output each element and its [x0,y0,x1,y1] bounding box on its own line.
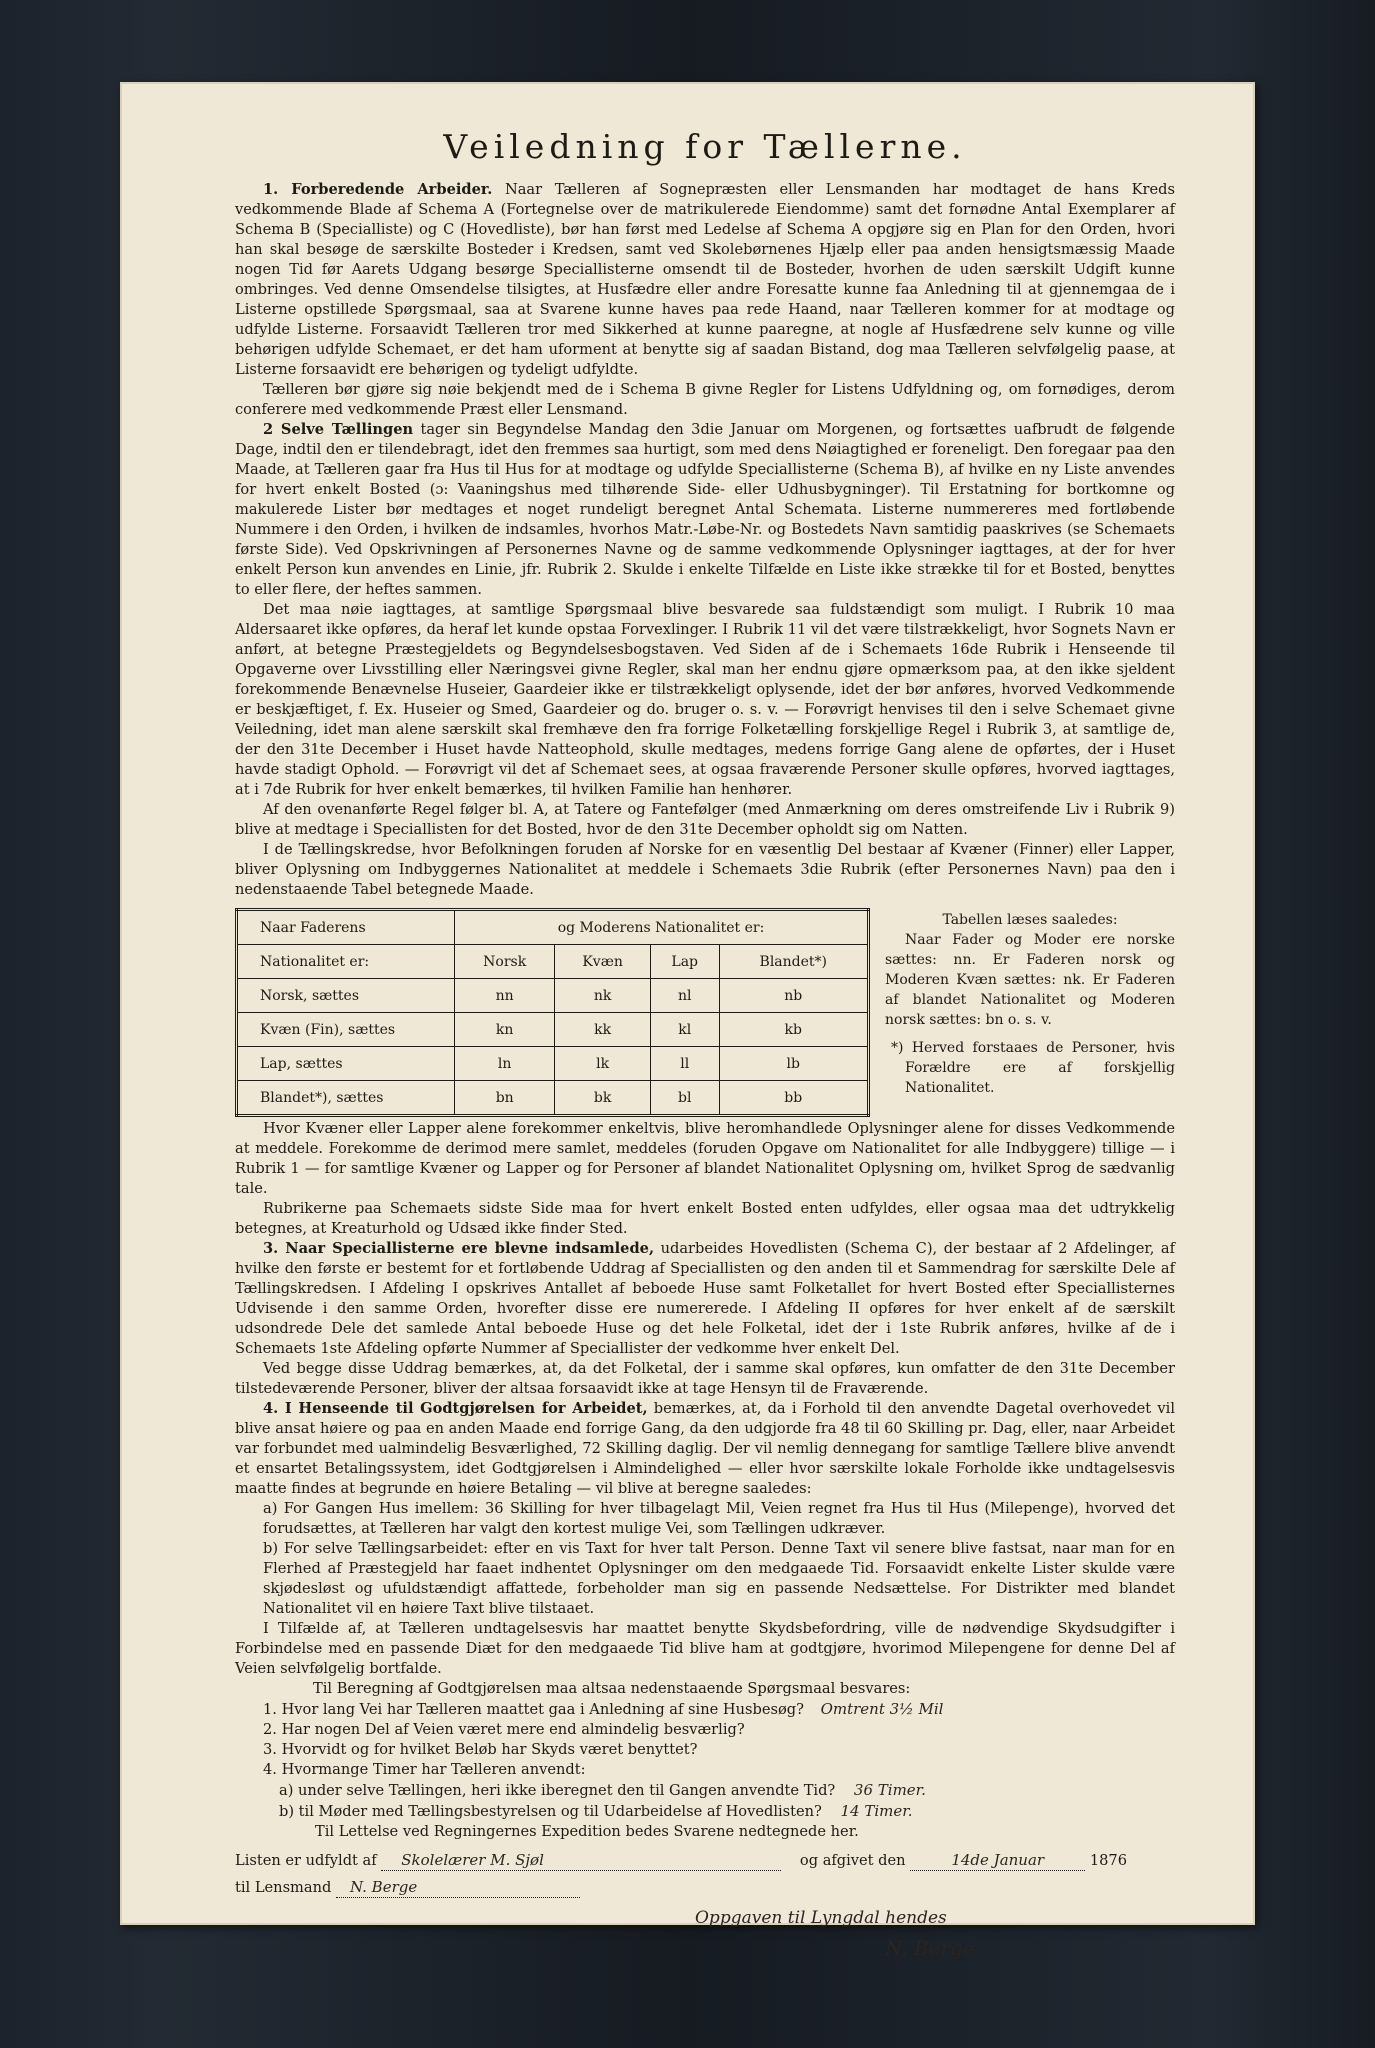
question-1 [235,1699,1175,1720]
section-2-text2: Det maa nøie iagttages, at samtlige Spørgsmaal blive besvarede saa fuldstændigt som muligt. I Rubrik 10 maa Aldersaaret ikke opføres, da heraf let kunde opstaa Forvexlinger. I Rubrik 11 vil det være tilstrækkeligt, hvor Sognets Navn er anført, at betegne Præstegjeldets og Begyndelsesbogstaven. Ved Siden af de i Schemaets 16de Rubrik i Henseende til Opgaverne over Livsstilling eller Næringsvei givne Regler, skal man her endnu gjøre opmærksom paa, at den ikke sjeldent forekommende Benævnelse Huseier, Gaardeier ikke er tilstrækkeligt oplysende, idet der bør anføres, hvorved Vedkommende er beskjæftiget, f. Ex. Huseier og Smed, Gaardeier og do. bruger o. s. v. — Forøvrigt henvises til den i selve Schemaet givne Veiledning, idet man alene særskilt skal fremhæve den fra forrige Folketælling forskjellige Regel i Rubrik 3, at samtlige de, der den 31te December i Huset havde Natteophold, skulle medtages, medens forrige Gang alene de opførtes, der i Huset havde stadigt Ophold. — Forøvrigt vil det af Schemaet sees, at ogsaa fraværende Personer skulle opføres, hvorved iagttages, at i 7de Rubrik for hver enkelt bemærkes, til hvilken Familie han henhører. [235,601,1175,798]
footer-mid: og afgivet den [799,1852,906,1869]
section-3-text2: Ved begge disse Uddrag bemærkes, at, da det Folketal, der i samme skal opføres, kun omfatter de den 31te December tilstedeværende Personer, bliver der altsaa forsaavidt ikke at tage Hensyn til de Fraværende. [235,1360,1175,1397]
section-4-text2: I Tilfælde af, at Tælleren undtagelsesvis har maattet benytte Skydsbefordring, ville de nødvendige Skydsudgifter i Forbindelse med en passende Diæt for den medgaaede Tid blive ham at godtgjøre, hvorimod Milepengene for denne Del af Veien selvfølgelig bortfalde. [235,1620,1175,1677]
table-col-header: Lap [650,945,719,979]
section-1-text: Naar Tælleren af Sognepræsten eller Lensmanden har modtaget de hans Kreds vedkommende Blade af Schema A (Fortegnelse over de matrikulerede Eiendomme) samt det fornødne Antal Exemplarer af Schema B (Specialliste) og C (Hovedliste), bør han først med Ledelse af Schema A opgjøre sig en Plan for den Orden, hvori han skal besøge de særskilte Bosteder i Kredsen, samt ved Skolebørnenes Hjælp eller paa anden hensigtsmæssig Maade nogen Tid før Aarets Udgang besørge Speciallisterne omsendt til de Bosteder, hvorhen de uden særskilt Udgift kunne ombringes. Ved denne Omsendelse tilsigtes, at Husfædre eller andre Foresatte kunne faa Anledning til at gjennemgaa de i Listerne opstillede Spørgsmaal, saa at Svarene kunne haves paa rede Haand, naar Tælleren kommer for at modtage og udfylde Listerne. Forsaavidt Tælleren tror med Sikkerhed at kunne paaregne, at nogle af Husfædrene selv kunne og ville behørigen udfylde Schemaet, er det ham uforment at benytte sig af saadan Bistand, dog maa Tælleren selvfølgelig paase, at Listerne forsaavidt ere behørigen og tydeligt udfyldte. [235,181,1175,378]
table-head-right: og Moderens Nationalitet er: [455,910,869,945]
section-1 [235,180,1175,380]
table-cell: ll [650,1047,719,1081]
table-cell: kl [650,1013,719,1047]
table-row [237,1081,869,1116]
table-cell: kb [719,1013,868,1047]
nationality-table-block [235,908,1175,1113]
question-2: 2. Har nogen Del af Veien været mere end almindelig besværlig? [263,1721,745,1738]
section-1-heading: 1. Forberedende Arbeider. [263,181,493,198]
footer-to-label: til Lensmand [235,1879,332,1896]
table-cell: kn [455,1013,555,1047]
signature-block [235,1898,1175,1968]
document-page [120,82,1255,1960]
section-4-text3: Til Beregning af Godtgjørelsen maa altsaa nedenstaaende Spørgsmaal besvares: [313,1680,911,1697]
section-2 [235,420,1175,600]
section-4-heading: 4. I Henseende til Godtgjørelsen for Arbeidet, [263,1400,648,1417]
table-cell: lb [719,1047,868,1081]
table-head-left-2: Nationalitet er: [237,945,455,979]
question-1-answer: Omtrent 3½ Mil [820,1700,944,1718]
after-table-p1: Hvor Kvæner eller Lapper alene forekommer enkeltvis, blive heromhandlede Oplysninger alene for disses Vedkommende at meddele. Forekomme de derimod mere samlet, meddeles (foruden Opgave om Nationalitet for alle Indbyggere) tillige — i Rubrik 1 — for samtlige Kvæner og Lapper og for Personer af blandet Nationalitet Oplysning om, hvilket Sprog de sædvanlig tale. [235,1120,1175,1197]
table-cell: bb [719,1081,868,1116]
table-row-label: Norsk, sættes [237,979,455,1013]
table-head-left-1: Naar Faderens [237,910,455,945]
table-cell: nl [650,979,719,1013]
footer-line-1 [235,1850,1175,1871]
footer-line-2 [235,1877,1175,1898]
section-4-a: a) For Gangen Hus imellem: 36 Skilling for hver tilbagelagt Mil, Veien regnet fra Hus til Hus (Milepenge), hvorved det forudsættes, at Tælleren har valgt den kortest mulige Vei, som Tællingen udkræver. [263,1500,1175,1537]
table-col-header: Norsk [455,945,555,979]
table-row [237,1013,869,1047]
table-explanation-title: Tabellen læses saaledes: [942,912,1118,928]
table-explanation-text: Naar Fader og Moder ere norske sættes: nn. Er Faderen norsk og Moderen Kvæn sættes: nk. Er Faderen af blandet Nationalitet og Moderen norsk sættes: bn o. s. v. [885,932,1175,1028]
table-row [237,1047,869,1081]
table-cell: bl [650,1081,719,1116]
section-3 [235,1239,1175,1359]
table-row-label: Blandet*), sættes [237,1081,455,1116]
nationality-table [235,908,870,1117]
footer-prefix: Listen er udfyldt af [235,1852,377,1869]
handwritten-note: Oppgaven til Lyngdal hendes [695,1908,947,1928]
footer-year: 1876 [1089,1852,1127,1869]
section-4-text: bemærkes, at, da i Forhold til den anvendte Dagetal overhovedet vil blive ansat høiere og paa en anden Maade end forrige Gang, da den udgjorde fra 48 til 60 Skilling pr. Dag, eller, naar Arbeidet var forbundet med ualmindelig Besværlighed, 72 Skilling daglig. Der vil nemlig dennegang for samtlige Tællere blive anvendt et ensartet Betalingssystem, idet Godtgjørelsen i Almindelighed — eller hvor særskilte lokale Forholde ikke undtagelsesvis maatte findes at begrunde en høiere Betaling — vil blive at beregne saaledes: [235,1400,1175,1497]
section-2-text4: I de Tællingskredse, hvor Befolkningen foruden af Norske for en væsentlig Del bestaar af Kvæner (Finner) eller Lapper, bliver Oplysning om Indbyggernes Nationalitet at meddele i Schemaets 3die Rubrik (efter Personernes Navn) paa den i nedenstaaende Tabel betegnede Maade. [235,841,1175,898]
closing-note: Til Lettelse ved Regningernes Expedition bedes Svarene nedtegnede her. [315,1823,859,1840]
table-cell: nb [719,979,868,1013]
question-4: 4. Hvormange Timer har Tælleren anvendt: [263,1761,586,1778]
section-2-heading: 2 Selve Tællingen [263,421,414,438]
question-4b-answer: 14 Timer. [840,1802,913,1820]
section-4 [235,1399,1175,1499]
table-row [237,979,869,1013]
page-content [235,127,1175,1968]
table-cell: nn [455,979,555,1013]
section-3-text: udarbeides Hovedlisten (Schema C), der bestaar af 2 Afdelinger, af hvilke den første er bestemt for et fortløbende Uddrag af Speciallisten og den anden til et Sammendrag for særskilte Dele af Tællingskredsen. I Afdeling I opskrives Antallet af beboede Huse samt Folketallet for hvert Bosted efter Speciallisternes Udvisende i den samme Orden, hvorefter disse ere numererede. I Afdeling II opføres for hver enkelt af de særskilt udsondrede Dele det samlede Antal beboede Huse og det hele Folketal, idet der i 1ste Rubrik anføres, hvilke af de i Schemaets 1ste Afdeling opførte Nummer af Speciallister der vedkomme hver enkelt Del. [235,1240,1176,1357]
table-cell: kk [555,1013,651,1047]
table-col-header: Blandet*) [719,945,868,979]
table-footnote: *) Herved forstaaes de Personer, hvis Forældre ere af forskjellig Nationalitet. [891,1040,1175,1096]
filled-by-field: Skolelærer M. Sjøl [381,1850,781,1871]
table-explanation [885,910,1175,1098]
after-table-p2: Rubrikerne paa Schemaets sidste Side maa for hvert enkelt Bosted enten udfyldes, eller ogsaa maa det udtrykkelig betegnes, at Kreaturhold og Udsæd ikke finder Sted. [235,1200,1175,1237]
section-1-text2: Tælleren bør gjøre sig nøie bekjendt med de i Schema B givne Regler for Listens Udfyldning og, om fornødiges, derom conferere med vedkommende Præst eller Lensmand. [235,381,1175,418]
signature: N. Berge [885,1936,975,1960]
section-3-heading: 3. Naar Speciallisterne ere blevne indsamlede, [263,1240,655,1257]
section-2-text3: Af den ovenanførte Regel følger bl. A, at Tatere og Fantefølger (med Anmærkning om deres omstreifende Liv i Rubrik 9) blive at medtage i Speciallisten for det Bosted, hvor de den 31te December opholdt sig om Natten. [235,801,1175,838]
question-4a-text: a) under selve Tællingen, heri ikke iberegnet den til Gangen anvendte Tid? [279,1782,836,1799]
question-3: 3. Hvorvidt og for hvilket Beløb har Skyds været benyttet? [263,1741,698,1758]
question-4b [235,1801,1175,1822]
table-col-header: Kvæn [555,945,651,979]
section-4-b: b) For selve Tællingsarbeidet: efter en vis Taxt for hver talt Person. Denne Taxt vil senere blive fastsat, naar man for en Flerhed af Præstegjeld har faaet indhentet Oplysninger om den medgaaede Tid. Forsaavidt enkelte Lister skulde være skjødesløst og ufuldstændigt affattede, forbeholder man sig en passende Nedsættelse. For Distrikter med blandet Nationalitet vil en høiere Taxt blive tilstaaet. [263,1540,1175,1617]
page-title: Veiledning for Tællerne. [443,127,967,166]
section-2-text: tager sin Begyndelse Mandag den 3die Januar om Morgenen, og fortsættes uafbrudt de følgende Dage, indtil den er tilendebragt, idet den fremmes saa hurtigt, som med dens Nøiagtighed er foreneligt. Den foregaar paa den Maade, at Tælleren gaar fra Hus til Hus for at modtage og udfylde Speciallisterne (Schema B), af hvilke en ny Liste anvendes for hvert enkelt Bosted (ɔ: Vaaningshus med tilhørende Side- eller Udhusbygninger). Til Erstatning for bortkomne og makulerede Lister bør medtages et noget rundeligt beregnet Antal Schemata. Listerne nummereres med fortløbende Nummere i den Orden, i hvilken de indsamles, hvorhos Matr.-Løbe-Nr. og Bostedets Navn samtidig paaskrives (se Schemaets første Side). Ved Opskrivningen af Personernes Navne og de samme vedkommende Oplysninger iagttages, at der for hver enkelt Person kun anvendes en Linie, jfr. Rubrik 2. Skulde i enkelte Tilfælde en Liste ikke strække til for et Bosted, benyttes to eller flere, der heftes sammen. [235,421,1175,598]
question-4b-text: b) til Møder med Tællingsbestyrelsen og til Udarbeidelse af Hovedlisten? [279,1803,822,1820]
table-cell: lk [555,1047,651,1081]
table-cell: bn [455,1081,555,1116]
question-1-text: 1. Hvor lang Vei har Tælleren maattet gaa i Anledning af sine Husbesøg? [263,1701,804,1718]
table-row-label: Lap, sættes [237,1047,455,1081]
adjacent-page-edge [1262,180,1375,320]
table-cell: nk [555,979,651,1013]
lensmand-field: N. Berge [336,1877,580,1898]
table-row-label: Kvæn (Fin), sættes [237,1013,455,1047]
date-field: 14de Januar [910,1850,1085,1871]
question-4a-answer: 36 Timer. [853,1781,926,1799]
table-cell: bk [555,1081,651,1116]
table-cell: ln [455,1047,555,1081]
question-4a [235,1780,1175,1801]
